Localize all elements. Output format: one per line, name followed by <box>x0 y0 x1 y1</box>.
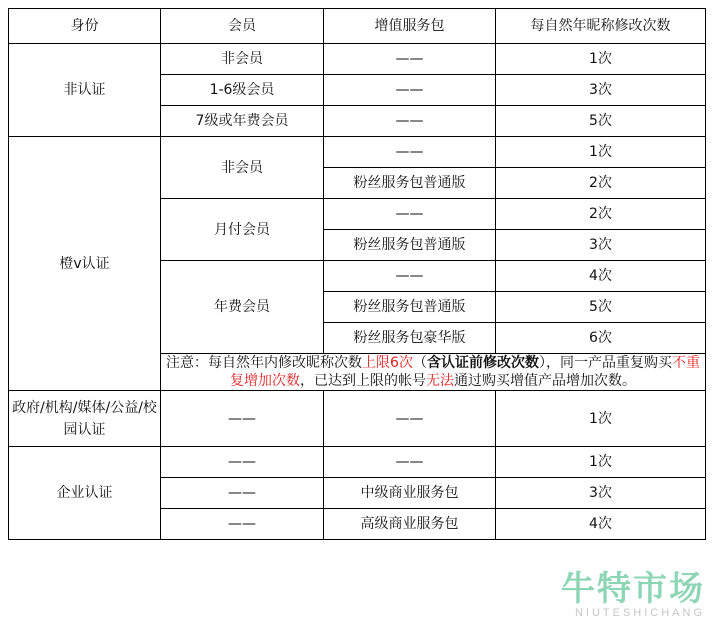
identity-cell: 非认证 <box>9 44 161 137</box>
header-row <box>9 9 706 44</box>
count-cell: 1次 <box>496 391 706 447</box>
count-cell: 5次 <box>496 292 706 323</box>
member-cell: 非会员 <box>161 137 324 199</box>
note-limit-highlight: 上限6次 <box>362 355 413 371</box>
pack-cell: 粉丝服务包普通版 <box>324 292 496 323</box>
member-cell: 7级或年费会员 <box>161 106 324 137</box>
note-bold-highlight: 含认证前修改次数 <box>426 355 539 371</box>
member-cell: —— <box>161 391 324 447</box>
note-cannot-highlight: 无法 <box>426 373 454 389</box>
count-cell: 3次 <box>496 478 706 509</box>
count-cell: 1次 <box>496 44 706 75</box>
note-part: 注意：每自然年内修改昵称次数 <box>166 355 363 371</box>
table-row <box>9 391 706 447</box>
pack-cell: —— <box>324 44 496 75</box>
member-cell: —— <box>161 509 324 540</box>
header-pack: 增值服务包 <box>324 9 496 44</box>
note-part: ，已达到上限的帐号 <box>300 373 426 389</box>
nickname-change-table <box>8 8 706 540</box>
pack-cell: 中级商业服务包 <box>324 478 496 509</box>
table-row <box>9 447 706 478</box>
member-cell: 年费会员 <box>161 261 324 354</box>
note-text <box>161 354 706 391</box>
header-identity: 身份 <box>9 9 161 44</box>
pack-cell: —— <box>324 447 496 478</box>
table-row <box>9 44 706 75</box>
watermark-logo <box>561 571 705 619</box>
count-cell: 4次 <box>496 261 706 292</box>
pack-cell: —— <box>324 137 496 168</box>
pack-cell: —— <box>324 75 496 106</box>
pack-cell: —— <box>324 261 496 292</box>
watermark-en: NIUTESHICHANG <box>574 607 705 619</box>
note-part: （ <box>412 355 427 371</box>
count-cell: 6次 <box>496 323 706 354</box>
count-cell: 1次 <box>496 137 706 168</box>
pack-cell: —— <box>324 391 496 447</box>
member-cell: —— <box>161 478 324 509</box>
table-row <box>9 137 706 168</box>
pack-cell: —— <box>324 106 496 137</box>
member-cell: 1-6级会员 <box>161 75 324 106</box>
header-member: 会员 <box>161 9 324 44</box>
identity-cell: 企业认证 <box>9 447 161 540</box>
member-cell: 月付会员 <box>161 199 324 261</box>
count-cell: 4次 <box>496 509 706 540</box>
member-cell: —— <box>161 447 324 478</box>
note-part: ），同一产品重复购买 <box>538 355 672 371</box>
header-count: 每自然年昵称修改次数 <box>496 9 706 44</box>
note-no-repeat-highlight: 不重复增加次数 <box>230 355 700 389</box>
pack-cell: 粉丝服务包豪华版 <box>324 323 496 354</box>
pack-cell: 粉丝服务包普通版 <box>324 168 496 199</box>
identity-cell: 政府/机构/媒体/公益/校园认证 <box>9 391 161 447</box>
watermark-cn: 牛特市场 <box>561 569 705 609</box>
count-cell: 3次 <box>496 230 706 261</box>
count-cell: 1次 <box>496 447 706 478</box>
note-part: 通过购买增值产品增加次数。 <box>454 373 636 389</box>
count-cell: 5次 <box>496 106 706 137</box>
pack-cell: 高级商业服务包 <box>324 509 496 540</box>
pack-cell: —— <box>324 199 496 230</box>
count-cell: 2次 <box>496 168 706 199</box>
count-cell: 2次 <box>496 199 706 230</box>
identity-cell: 橙v认证 <box>9 137 161 391</box>
count-cell: 3次 <box>496 75 706 106</box>
pack-cell: 粉丝服务包普通版 <box>324 230 496 261</box>
member-cell: 非会员 <box>161 44 324 75</box>
